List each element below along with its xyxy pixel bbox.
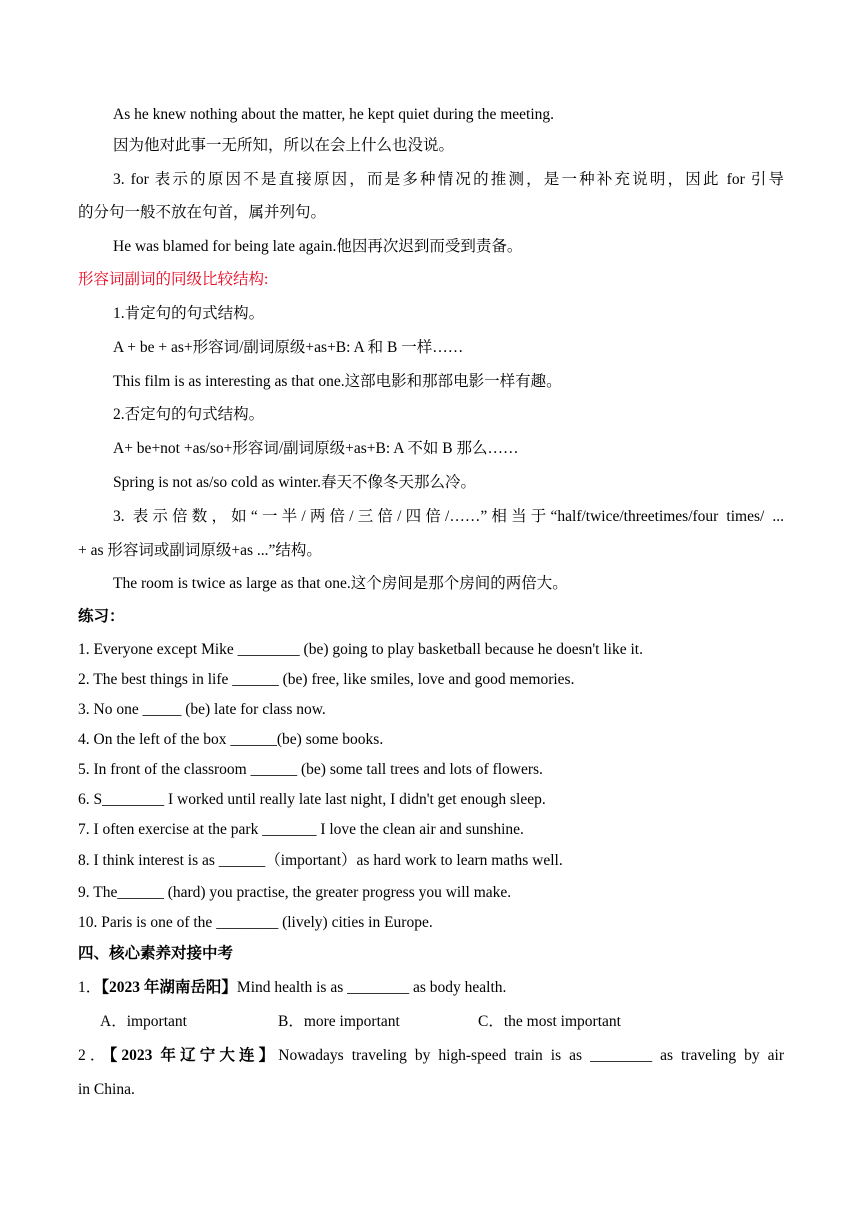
rule-3-for-line1: 3. for 表示的原因不是直接原因，而是多种情况的推测，是一种补充说明，因此 for 引导 [113,171,784,188]
exercise-item-1: 1. Everyone except Mike ________ (be) going to play basketball because he doesn't like it. [78,641,643,658]
rule-affirmative-formula: A + be + as+形容词/副词原级+as+B: A 和 B 一样…… [113,339,464,356]
question-1-option-c: C．the most important [478,1013,621,1030]
rule-affirmative-title: 1.肯定句的句式结构。 [113,305,265,322]
example-sentence-chinese: 因为他对此事一无所知，所以在会上什么也没说。 [113,137,455,154]
rule-multiples-line1: 3. 表示倍数，如“一半/两倍/三倍/四倍/……”相当于“half/twice/threetimes/four times/ ... [113,508,784,525]
exercise-item-2: 2. The best things in life ______ (be) free, like smiles, love and good memories. [78,671,575,688]
exercise-item-10: 10. Paris is one of the ________ (lively) cities in Europe. [78,914,433,931]
exercise-item-5: 5. In front of the classroom ______ (be) some tall trees and lots of flowers. [78,761,543,778]
exercise-item-9: 9. The______ (hard) you practise, the greater progress you will make. [78,884,512,901]
exercise-heading: 练习： [78,608,125,625]
section-heading-comparison: 形容词副词的同级比较结构: [78,271,269,288]
example-sentence-english: As he knew nothing about the matter, he kept quiet during the meeting. [113,106,555,123]
exercise-item-6: 6. S________ I worked until really late last night, I didn't get enough sleep. [78,791,546,808]
exercise-item-3: 3. No one _____ (be) late for class now. [78,701,326,718]
rule-3-for-line2: 的分句一般不放在句首，属并列句。 [78,204,327,221]
example-affirmative: This film is as interesting as that one.这部电影和那部电影一样有趣。 [113,373,562,390]
question-1-number: 1． [78,979,102,996]
rule-multiples-line2: + as 形容词或副词原级+as ...”结构。 [78,542,322,559]
example-negative: Spring is not as/so cold as winter.春天不像冬天那么冷。 [113,474,476,491]
example-multiples: The room is twice as large as that one.这个房间是那个房间的两倍大。 [113,575,568,592]
example-sentence-for: He was blamed for being late again.他因再次迟到而受到责备。 [113,238,523,255]
exercise-item-8: 8. I think interest is as ______（important）as hard work to learn maths well. [78,852,563,869]
question-1-text: Mind health is as ________ as body health. [236,979,507,996]
question-1-option-a: A．important [100,1013,187,1030]
rule-negative-formula: A+ be+not +as/so+形容词/副词原级+as+B: A 不如 B 那么…… [113,440,519,457]
question-2 [78,1046,784,1066]
rule-negative-title: 2.否定句的句式结构。 [113,406,265,423]
exercise-item-7: 7. I often exercise at the park _______ I love the clean air and sunshine. [78,821,524,838]
question-2-continued: in China. [78,1081,135,1098]
question-1-option-b: B．more important [278,1013,400,1030]
section-heading-core: 四、核心素养对接中考 [78,945,234,962]
exercise-item-4: 4. On the left of the box ______(be) some books. [78,731,384,748]
question-2-number: 2． [78,1047,110,1064]
question-2-source: 【2023 年辽宁大连】 [109,1047,279,1064]
question-2-text: Nowadays traveling by high-speed train is as ________ as traveling by air [278,1047,784,1064]
question-1 [78,978,784,998]
question-1-source: 【2023 年湖南岳阳】 [101,979,237,996]
